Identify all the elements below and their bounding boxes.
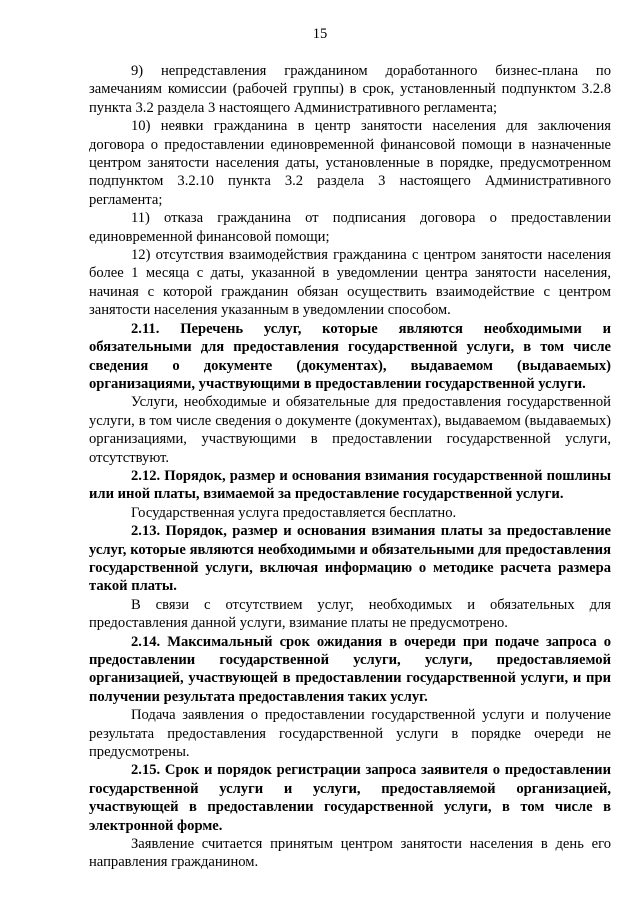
section-heading-2-15: 2.15. Срок и порядок регистрации запроса заявителя о предоставлении государственной услуги и услуги, предоставляемой организацией, участвующей в предоставлении государственной услуги, в том числе в электронной форме. xyxy=(89,762,611,834)
paragraph-item-10: 10) неявки гражданина в центр занятости населения для заключения договора о предоставлении единовременной финансовой помощи в назначенные центром занятости населения даты, установленные в порядке, предусмотренном подпунктом 3.2.10 пункта 3.2 раздела 3 настоящего Административного регламента; xyxy=(89,118,611,208)
document-body xyxy=(89,62,611,872)
paragraph-item-12: 12) отсутствия взаимодействия гражданина с центром занятости населения более 1 месяца с даты, указанной в уведомлении центра занятости населения, начиная с которой гражданин обязан осуществить взаимодействие с центром занятости населения указанным в уведомлении способом. xyxy=(89,247,611,319)
paragraph-2-12-text: Государственная услуга предоставляется бесплатно. xyxy=(131,504,457,521)
paragraph-item-11: 11) отказа гражданина от подписания договора о предоставлении единовременной финансовой помощи; xyxy=(89,210,611,245)
paragraph-2-13-text: В связи с отсутствием услуг, необходимых и обязательных для предоставления данной услуги, взимание платы не предусмотрено. xyxy=(89,596,611,632)
paragraph-item-9: 9) непредставления гражданином доработанного бизнес-плана по замечаниям комиссии (рабочей группы) в срок, установленный подпунктом 3.2.8 пункта 3.2 раздела 3 настоящего Административного регламента; xyxy=(89,63,611,116)
paragraph-2-11-text: Услуги, необходимые и обязательные для предоставления государственной услуги, в том числе сведения о документе (документах), выдаваемом (выдаваемых) организациями, участвующими в предоставлении государственной услуги, отсутствуют. xyxy=(89,394,611,466)
section-heading-2-14: 2.14. Максимальный срок ожидания в очереди при подаче запроса о предоставлении государственной услуги, услуги, предоставляемой организацией, участвующей в предоставлении государственной услуги, и при получении результата предоставления таких услуг. xyxy=(89,633,611,705)
section-heading-2-11: 2.11. Перечень услуг, которые являются необходимыми и обязательными для предоставления государственной услуги, в том числе сведения о документе (документах), выдаваемом (выдаваемых) организациями, участвующими в предоставлении государственной услуги. xyxy=(89,320,611,392)
section-heading-2-12: 2.12. Порядок, размер и основания взимания государственной пошлины или иной платы, взимаемой за предоставление государственной услуги. xyxy=(89,467,611,503)
section-heading-2-13: 2.13. Порядок, размер и основания взимания платы за предоставление услуг, которые являются необходимыми и обязательными для предоставления государственной услуги, включая информацию о методике расчета размера такой платы. xyxy=(89,523,611,595)
paragraph-2-14-text: Подача заявления о предоставлении государственной услуги и получение результата предоставления государственной услуги в порядке очереди не предусмотрены. xyxy=(89,707,611,761)
paragraph-2-15-text: Заявление считается принятым центром занятости населения в день его направления гражданином. xyxy=(89,836,611,871)
page-number: 15 xyxy=(312,26,328,42)
